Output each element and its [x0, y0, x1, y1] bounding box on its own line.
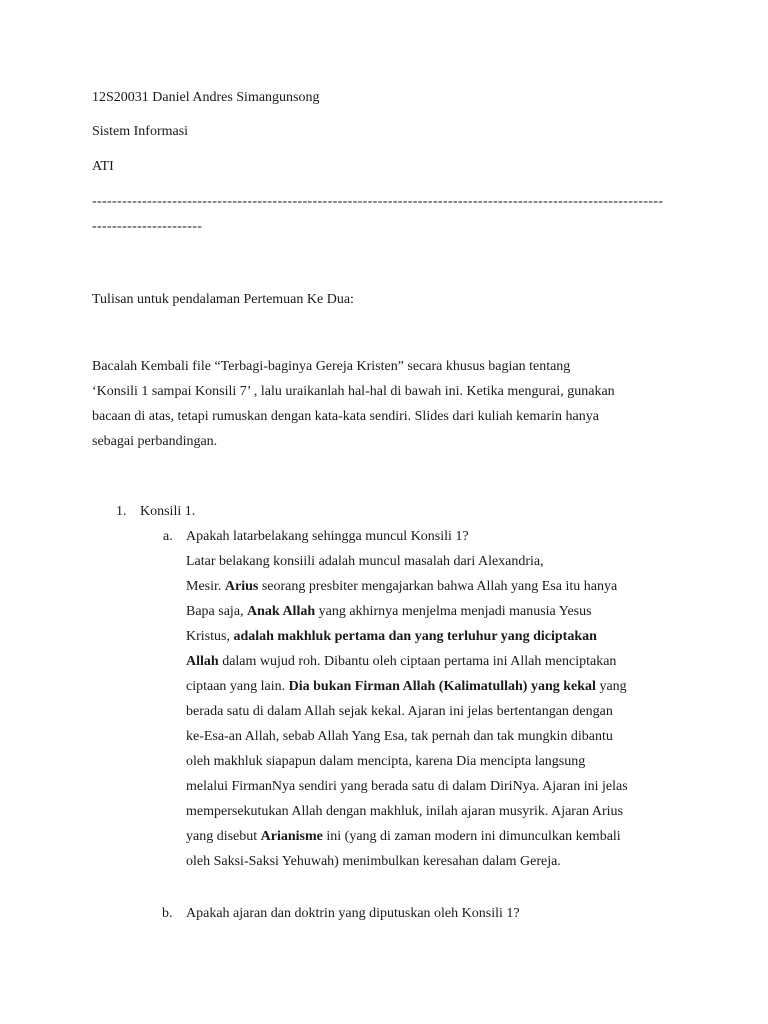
bold-term: Arianisme: [260, 829, 323, 844]
sublist-letter: b.: [162, 906, 173, 921]
intro-line: ‘Konsili 1 sampai Konsili 7’ , lalu uraikanlah hal-hal di bawah ini. Ketika mengurai, gunakan: [92, 384, 615, 399]
question-text: Apakah latarbelakang sehingga muncul Konsili 1?: [186, 529, 469, 544]
answer-line: oleh makhluk siapapun dalam mencipta, karena Dia mencipta langsung: [186, 754, 586, 769]
separator-line-continued: ----------------------: [92, 219, 203, 234]
study-program: Sistem Informasi: [92, 124, 189, 139]
intro-line: Bacalah Kembali file “Terbagi-baginya Gereja Kristen” secara khusus bagian tentang: [92, 359, 571, 374]
answer-line: ciptaan yang lain. Dia bukan Firman Allah (Kalimatullah) yang kekal yang: [186, 679, 627, 694]
bold-term: Dia bukan Firman Allah (Kalimatullah) yang kekal: [288, 679, 596, 694]
answer-line: mempersekutukan Allah dengan makhluk, inilah ajaran musyrik. Ajaran Arius: [186, 804, 624, 819]
student-id-name: 12S20031 Daniel Andres Simangunsong: [92, 90, 320, 105]
bold-term: Arius: [224, 579, 259, 594]
answer-line: berada satu di dalam Allah sejak kekal. Ajaran ini jelas bertentangan dengan: [186, 704, 613, 719]
course-name: ATI: [92, 159, 114, 174]
question-text: Apakah ajaran dan doktrin yang diputuskan oleh Konsili 1?: [186, 906, 520, 921]
list-item-label: Konsili 1.: [140, 504, 196, 519]
bold-term: adalah makhluk pertama dan yang terluhur yang diciptakan: [233, 629, 597, 644]
answer-line: Latar belakang konsiili adalah muncul masalah dari Alexandria,: [186, 554, 544, 569]
answer-line: yang disebut Arianisme ini (yang di zaman modern ini dimunculkan kembali: [186, 829, 621, 844]
intro-line: sebagai perbandingan.: [92, 434, 218, 449]
answer-line: ke-Esa-an Allah, sebab Allah Yang Esa, tak pernah dan tak mungkin dibantu: [186, 729, 613, 744]
assignment-heading: Tulisan untuk pendalaman Pertemuan Ke Dua:: [92, 292, 354, 307]
bold-term: Anak Allah: [247, 604, 316, 619]
answer-line: Kristus, adalah makhluk pertama dan yang terluhur yang diciptakan: [186, 629, 597, 644]
answer-line: Bapa saja, Anak Allah yang akhirnya menjelma menjadi manusia Yesus: [186, 604, 592, 619]
list-number: 1.: [116, 504, 127, 519]
answer-line: Mesir. Arius seorang presbiter mengajarkan bahwa Allah yang Esa itu hanya: [186, 579, 618, 594]
answer-line: Allah dalam wujud roh. Dibantu oleh ciptaan pertama ini Allah menciptakan: [186, 654, 617, 669]
intro-line: bacaan di atas, tetapi rumuskan dengan kata-kata sendiri. Slides dari kuliah kemarin hanya: [92, 409, 599, 424]
answer-line: melalui FirmanNya sendiri yang berada satu di dalam DiriNya. Ajaran ini jelas: [186, 779, 628, 794]
sublist-letter: a.: [163, 529, 173, 544]
separator-line: ------------------------------------------------------------------------------------------------------------------: [92, 194, 664, 209]
bold-term: Allah: [186, 654, 219, 669]
answer-line: oleh Saksi-Saksi Yehuwah) menimbulkan keresahan dalam Gereja.: [186, 854, 561, 869]
